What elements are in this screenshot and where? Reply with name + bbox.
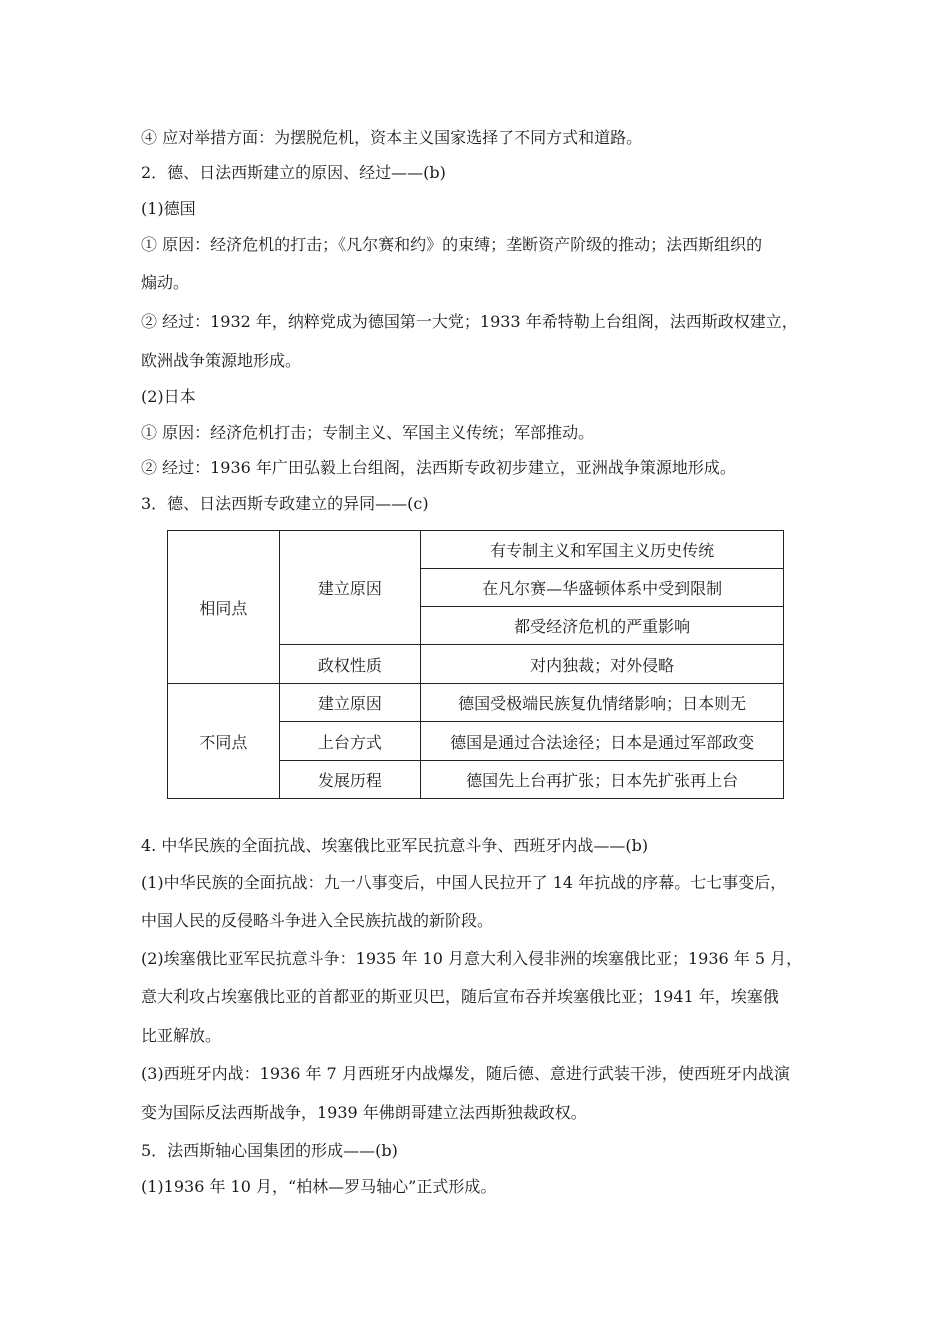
- paragraph-line: ④ 应对举措方面：为摆脱危机，资本主义国家选择了不同方式和道路。: [141, 128, 643, 147]
- section-heading: 2．德、日法西斯建立的原因、经过——(b): [141, 163, 446, 182]
- comparison-table: [167, 530, 784, 799]
- paragraph-line: (3)西班牙内战：1936 年 7 月西班牙内战爆发，随后德、意进行武装干涉，使西班牙内战演: [141, 1064, 790, 1083]
- diff-row-value-cell: 德国是通过合法途径；日本是通过军部政变: [421, 722, 784, 761]
- paragraph-line: 欧洲战争策源地形成。: [141, 351, 302, 370]
- paragraph-line: 比亚解放。: [141, 1026, 222, 1045]
- paragraph-line: ② 经过：1932 年，纳粹党成为德国第一大党；1933 年希特勒上台组阁，法西斯政权建立，: [141, 312, 798, 331]
- same-reason-cell: 都受经济危机的严重影响: [421, 607, 784, 645]
- paragraph-line: 中国人民的反侵略斗争进入全民族抗战的新阶段。: [141, 911, 494, 930]
- section-heading: 4. 中华民族的全面抗战、埃塞俄比亚军民抗意斗争、西班牙内战——(b): [141, 836, 649, 855]
- diff-label-cell: 不同点: [168, 684, 280, 799]
- paragraph-line: 变为国际反法西斯战争，1939 年佛朗哥建立法西斯独裁政权。: [141, 1103, 587, 1122]
- same-nature-cell: 对内独裁；对外侵略: [421, 645, 784, 684]
- subsection-heading: (1)德国: [141, 199, 196, 218]
- paragraph-line: (1)1936 年 10 月，“柏林—罗马轴心”正式形成。: [141, 1177, 497, 1196]
- paragraph-line: 煽动。: [141, 273, 190, 292]
- paragraph-line: ② 经过：1936 年广田弘毅上台组阁，法西斯专政初步建立，亚洲战争策源地形成。: [141, 458, 736, 477]
- paragraph-line: (2)埃塞俄比亚军民抗意斗争：1935 年 10 月意大利入侵非洲的埃塞俄比亚；1936 年 5 月，: [141, 949, 803, 968]
- paragraph-line: 意大利攻占埃塞俄比亚的首都亚的斯亚贝巴，随后宣布吞并埃塞俄比亚；1941 年，埃塞俄: [141, 987, 779, 1006]
- same-label-cell: 相同点: [168, 531, 280, 684]
- diff-row-label-cell: 建立原因: [279, 684, 421, 722]
- same-reason-label-cell: 建立原因: [279, 531, 421, 645]
- diff-row-value-cell: 德国先上台再扩张；日本先扩张再上台: [421, 761, 784, 799]
- subsection-heading: (2)日本: [141, 387, 196, 406]
- section-heading: 5．法西斯轴心国集团的形成——(b): [141, 1141, 398, 1160]
- diff-row-value-cell: 德国受极端民族复仇情绪影响；日本则无: [421, 684, 784, 722]
- diff-row-label-cell: 发展历程: [279, 761, 421, 799]
- paragraph-line: ① 原因：经济危机的打击；《凡尔赛和约》的束缚；垄断资产阶级的推动；法西斯组织的: [141, 235, 763, 254]
- same-nature-label-cell: 政权性质: [279, 645, 421, 684]
- paragraph-line: (1)中华民族的全面抗战：九一八事变后，中国人民拉开了 14 年抗战的序幕。七七事变后，: [141, 873, 787, 892]
- same-reason-cell: 在凡尔赛—华盛顿体系中受到限制: [421, 569, 784, 607]
- diff-row-label-cell: 上台方式: [279, 722, 421, 761]
- section-heading: 3．德、日法西斯专政建立的异同——(c): [141, 494, 429, 513]
- same-reason-cell: 有专制主义和军国主义历史传统: [421, 531, 784, 569]
- paragraph-line: ① 原因：经济危机打击；专制主义、军国主义传统；军部推动。: [141, 423, 595, 442]
